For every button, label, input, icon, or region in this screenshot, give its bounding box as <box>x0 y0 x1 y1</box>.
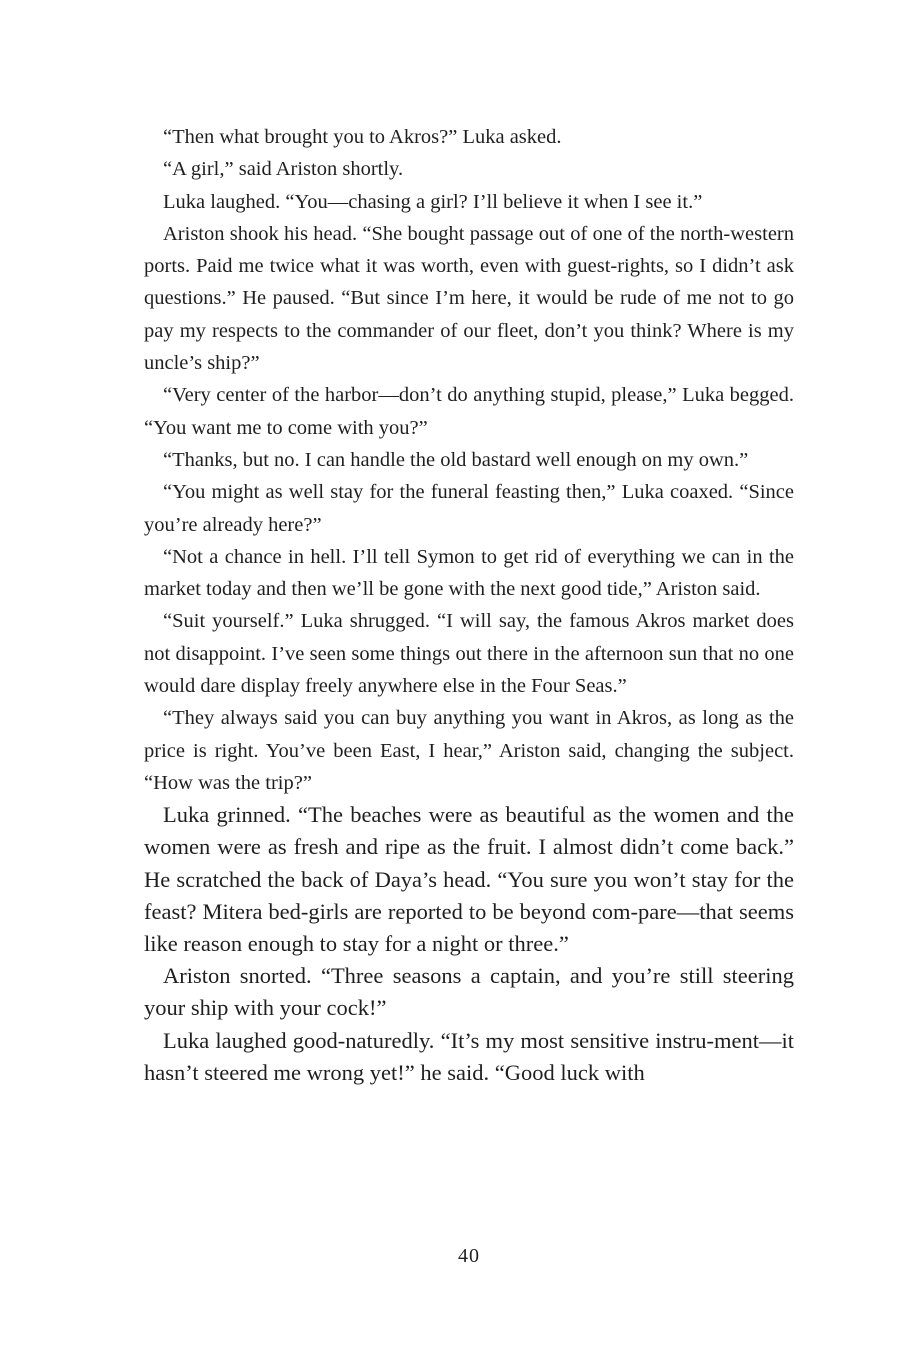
paragraph-10: “They always said you can buy anything you want in Akros, as long as the price is right. You’ve been East, I hear,” Ariston said, changing the subject. “How was the trip?” <box>144 707 794 794</box>
paragraph-8: “Not a chance in hell. I’ll tell Symon to get rid of everything we can in the market today and then we’ll be gone with the next good tide,” Ariston said. <box>144 545 794 601</box>
body-section-large-type <box>144 799 794 1089</box>
page-number: 40 <box>458 1245 480 1267</box>
paragraph-3: Luka laughed. “You—chasing a girl? I’ll believe it when I see it.” <box>163 190 703 213</box>
body-text <box>144 121 794 1089</box>
paragraph-1: “Then what brought you to Akros?” Luka asked. <box>163 126 562 148</box>
paragraph-6: “Thanks, but no. I can handle the old bastard well enough on my own.” <box>163 448 749 471</box>
paragraph-11: Luka grinned. “The beaches were as beautiful as the women and the women were as fresh and ripe as the fruit. I almost didn’t come back.” He scratched the back of Daya’s head. “You sure you won’t stay for the feast? Mitera bed-girls are reported to be beyond com-pare—that seems like reason enough to stay for a night or three.” <box>144 802 794 957</box>
paragraph-9: “Suit yourself.” Luka shrugged. “I will say, the famous Akros market does not disappoint. I’ve seen some things out there in the afternoon sun that no one would dare display freely anywhere else in the Four Seas.” <box>144 610 794 698</box>
paragraph-5: “Very center of the harbor—don’t do anything stupid, please,” Luka begged. “You want me to come with you?” <box>144 384 794 439</box>
paragraph-12: Ariston snorted. “Three seasons a captain, and you’re still steering your ship with your cock!” <box>144 963 794 1021</box>
paragraph-2: “A girl,” said Ariston shortly. <box>163 158 404 181</box>
paragraph-13: Luka laughed good-naturedly. “It’s my most sensitive instru-ment—it hasn’t steered me wrong yet!” he said. “Good luck with <box>144 1027 794 1085</box>
paragraph-7: “You might as well stay for the funeral feasting then,” Luka coaxed. “Since you’re already here?” <box>144 481 794 536</box>
body-section-small-type <box>144 121 794 799</box>
paragraph-4: Ariston shook his head. “She bought passage out of one of the north-western ports. Paid me twice what it was worth, even with guest-rights, so I didn’t ask questions.” He paused. “But since I’m here, it would be rude of me not to go pay my respects to the commander of our fleet, don’t you think? Where is my uncle’s ship?” <box>144 222 794 375</box>
